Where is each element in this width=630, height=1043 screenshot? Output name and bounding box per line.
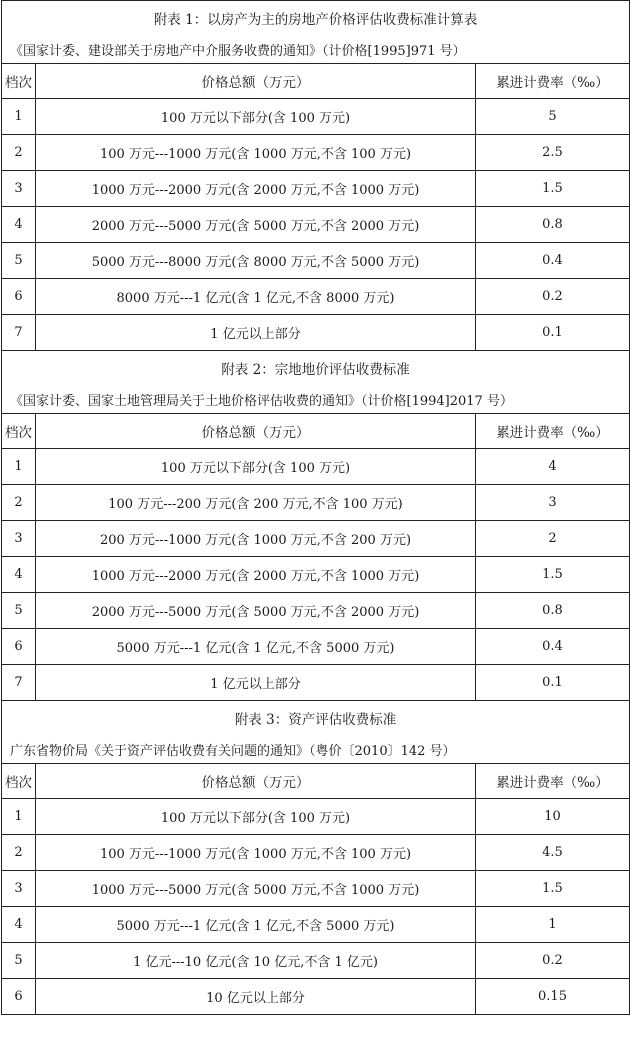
cell-level: 1 bbox=[2, 99, 36, 135]
cell-rate: 2.5 bbox=[476, 135, 630, 171]
cell-level: 2 bbox=[2, 485, 36, 521]
table-row bbox=[2, 557, 630, 593]
table-row bbox=[2, 871, 630, 907]
cell-rate: 1.5 bbox=[476, 557, 630, 593]
cell-range: 2000 万元---5000 万元(含 5000 万元,不含 2000 万元) bbox=[36, 207, 476, 243]
cell-rate: 0.2 bbox=[476, 943, 630, 979]
cell-range: 1000 万元---2000 万元(含 2000 万元,不含 1000 万元) bbox=[36, 171, 476, 207]
header-rate: 累进计费率（‰） bbox=[476, 764, 630, 799]
cell-range: 100 万元---1000 万元(含 1000 万元,不含 100 万元) bbox=[36, 135, 476, 171]
cell-rate: 0.8 bbox=[476, 593, 630, 629]
cell-rate: 0.4 bbox=[476, 629, 630, 665]
cell-level: 1 bbox=[2, 799, 36, 835]
header-rate: 累进计费率（‰） bbox=[476, 64, 630, 99]
fee-tables bbox=[1, 0, 630, 1015]
cell-range: 100 万元---1000 万元(含 1000 万元,不含 100 万元) bbox=[36, 835, 476, 871]
cell-range: 8000 万元---1 亿元(含 1 亿元,不含 8000 万元) bbox=[36, 279, 476, 315]
cell-range: 100 万元以下部分(含 100 万元) bbox=[36, 799, 476, 835]
table-title-row bbox=[2, 701, 630, 736]
table-source-row bbox=[2, 35, 630, 64]
cell-rate: 1.5 bbox=[476, 871, 630, 907]
cell-range: 5000 万元---1 亿元(含 1 亿元,不含 5000 万元) bbox=[36, 629, 476, 665]
cell-range: 5000 万元---8000 万元(含 8000 万元,不含 5000 万元) bbox=[36, 243, 476, 279]
cell-rate: 5 bbox=[476, 99, 630, 135]
cell-range: 1000 万元---2000 万元(含 2000 万元,不含 1000 万元) bbox=[36, 557, 476, 593]
cell-level: 4 bbox=[2, 907, 36, 943]
table-row bbox=[2, 943, 630, 979]
table-row bbox=[2, 171, 630, 207]
cell-level: 2 bbox=[2, 835, 36, 871]
table-row bbox=[2, 207, 630, 243]
table-row bbox=[2, 979, 630, 1015]
cell-range: 100 万元以下部分(含 100 万元) bbox=[36, 99, 476, 135]
table-header-row bbox=[2, 764, 630, 799]
cell-range: 1 亿元---10 亿元(含 10 亿元,不含 1 亿元) bbox=[36, 943, 476, 979]
cell-range: 200 万元---1000 万元(含 1000 万元,不含 200 万元) bbox=[36, 521, 476, 557]
cell-rate: 1.5 bbox=[476, 171, 630, 207]
header-range: 价格总额（万元） bbox=[36, 414, 476, 449]
table-row bbox=[2, 135, 630, 171]
table-source: 《国家计委、国家土地管理局关于土地价格评估收费的通知》（计价格[1994]2017 号） bbox=[2, 385, 630, 414]
table-row bbox=[2, 279, 630, 315]
table-header-row bbox=[2, 414, 630, 449]
table-row bbox=[2, 449, 630, 485]
cell-range: 1 亿元以上部分 bbox=[36, 315, 476, 351]
cell-level: 3 bbox=[2, 521, 36, 557]
cell-level: 3 bbox=[2, 171, 36, 207]
cell-level: 4 bbox=[2, 557, 36, 593]
table-row bbox=[2, 521, 630, 557]
cell-rate: 0.2 bbox=[476, 279, 630, 315]
table-source-row bbox=[2, 385, 630, 414]
table-header-row bbox=[2, 64, 630, 99]
cell-rate: 4 bbox=[476, 449, 630, 485]
table-title-row bbox=[2, 351, 630, 386]
cell-rate: 0.8 bbox=[476, 207, 630, 243]
cell-range: 100 万元---200 万元(含 200 万元,不含 100 万元) bbox=[36, 485, 476, 521]
cell-level: 6 bbox=[2, 279, 36, 315]
cell-level: 3 bbox=[2, 871, 36, 907]
table-source: 广东省物价局《关于资产评估收费有关问题的通知》（粤价〔2010〕142 号） bbox=[2, 735, 630, 764]
table-row bbox=[2, 315, 630, 351]
cell-level: 7 bbox=[2, 665, 36, 701]
table-title: 附表 2：宗地地价评估收费标准 bbox=[2, 351, 630, 386]
header-level: 档次 bbox=[2, 764, 36, 799]
table-title: 附表 3：资产评估收费标准 bbox=[2, 701, 630, 736]
cell-rate: 0.4 bbox=[476, 243, 630, 279]
table-row bbox=[2, 485, 630, 521]
header-level: 档次 bbox=[2, 64, 36, 99]
table-row bbox=[2, 665, 630, 701]
cell-level: 5 bbox=[2, 593, 36, 629]
table-source: 《国家计委、建设部关于房地产中介服务收费的通知》（计价格[1995]971 号） bbox=[2, 35, 630, 64]
table-source-row bbox=[2, 735, 630, 764]
cell-range: 5000 万元---1 亿元(含 1 亿元,不含 5000 万元) bbox=[36, 907, 476, 943]
cell-rate: 0.1 bbox=[476, 665, 630, 701]
header-range: 价格总额（万元） bbox=[36, 764, 476, 799]
cell-level: 2 bbox=[2, 135, 36, 171]
table-row bbox=[2, 629, 630, 665]
cell-range: 100 万元以下部分(含 100 万元) bbox=[36, 449, 476, 485]
cell-rate: 4.5 bbox=[476, 835, 630, 871]
cell-rate: 3 bbox=[476, 485, 630, 521]
cell-level: 5 bbox=[2, 243, 36, 279]
header-range: 价格总额（万元） bbox=[36, 64, 476, 99]
header-level: 档次 bbox=[2, 414, 36, 449]
table-row bbox=[2, 243, 630, 279]
cell-level: 5 bbox=[2, 943, 36, 979]
table-row bbox=[2, 907, 630, 943]
cell-rate: 10 bbox=[476, 799, 630, 835]
cell-rate: 0.1 bbox=[476, 315, 630, 351]
cell-range: 1 亿元以上部分 bbox=[36, 665, 476, 701]
table-row bbox=[2, 593, 630, 629]
table-title: 附表 1：以房产为主的房地产价格评估收费标准计算表 bbox=[2, 1, 630, 36]
table-row bbox=[2, 99, 630, 135]
fee-standard-document bbox=[1, 0, 629, 1015]
header-rate: 累进计费率（‰） bbox=[476, 414, 630, 449]
cell-level: 6 bbox=[2, 979, 36, 1015]
cell-level: 4 bbox=[2, 207, 36, 243]
cell-rate: 0.15 bbox=[476, 979, 630, 1015]
cell-level: 6 bbox=[2, 629, 36, 665]
cell-level: 7 bbox=[2, 315, 36, 351]
cell-rate: 2 bbox=[476, 521, 630, 557]
cell-range: 10 亿元以上部分 bbox=[36, 979, 476, 1015]
cell-range: 2000 万元---5000 万元(含 5000 万元,不含 2000 万元) bbox=[36, 593, 476, 629]
cell-range: 1000 万元---5000 万元(含 5000 万元,不含 1000 万元) bbox=[36, 871, 476, 907]
cell-rate: 1 bbox=[476, 907, 630, 943]
table-row bbox=[2, 799, 630, 835]
table-title-row bbox=[2, 1, 630, 36]
cell-level: 1 bbox=[2, 449, 36, 485]
table-row bbox=[2, 835, 630, 871]
